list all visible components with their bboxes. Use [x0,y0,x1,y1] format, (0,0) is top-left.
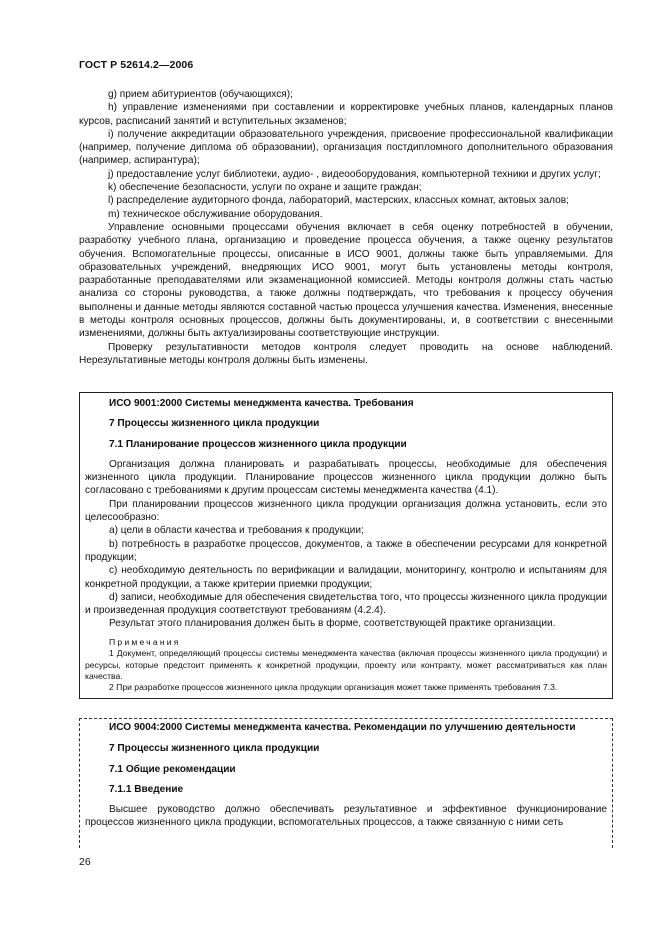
iso9001-paragraph: Результат этого планирования должен быть в форме, соответствующей практике организации. [109,618,556,630]
iso9004-section: 7 Процессы жизненного цикла продукции [109,743,320,755]
iso9001-title: ИСО 9001:2000 Системы менеджмента качества. Требования [109,398,414,409]
main-text [79,88,613,367]
list-item: m) техническое обслуживание оборудования. [108,208,323,220]
list-item: h) управление изменениями при составлении и корректировке учебных планов, календарных планов курсов, расписаний занятий и вступительных экзаменов; [79,102,613,127]
body-paragraph: Управление основными процессами обучения включает в себя оценку потребностей в обучении, разработку учебного плана, организацию и проведение процесса обучения, а также оценку результатов обучения. Вспомогательные процессы, описанные в ИСО 9001, должны также быть управляемыми. Для образовательных учреждений, внедряющих ИСО 9001, могут быть установлены методы контроля, разработанные преподавателями или экзаменационной комиссией. Методы контроля должны стать частью анализа со стороны руководства, а также должны подтверждать, что требования к процессу обучения выполнены и данные методы являются составной частью процесса улучшения качества. Изменения, внесенные в методы контроля основных процессов, должны быть документированы, и, в соответствии с внесенными изменениями, должны быть актуализированы соответствующие инструкции. [79,221,613,340]
iso9001-list-item: b) потребность в разработке процессов, документов, а также в обеспечении ресурсами для конкретной продукции; [85,538,607,563]
iso9001-section: 7 Процессы жизненного цикла продукции [109,418,320,430]
iso9004-subsubsection: 7.1.1 Введение [109,783,184,795]
iso9001-list-item: d) записи, необходимые для обеспечения свидетельства того, что процессы жизненного цикла продукции и произведенная продукция соответствуют требованиям (4.2.4). [85,591,607,617]
iso9004-paragraph: Высшее руководство должно обеспечивать результативное и эффективное функционирование процессов жизненного цикла продукции, вспомогательных процессов, а также связанную с ними сеть [85,804,607,829]
note-item: 2 При разработке процессов жизненного цикла продукции организация может также применять требования 7.3. [109,682,558,693]
iso9001-list-item: c) необходимую деятельность по верификации и валидации, мониторингу, контролю и испытаниям для конкретной продукции, а также критерии приемки продукции; [85,565,607,590]
iso9001-subsection: 7.1 Планирование процессов жизненного цикла продукции [109,438,407,450]
page-number: 26 [79,856,91,868]
iso9001-list-item: a) цели в области качества и требования к продукции; [109,525,364,537]
body-paragraph: Проверку результативности методов контроля следует проводить на основе наблюдений. Нерезультативные методы контроля должны быть изменены. [79,341,613,366]
list-item: i) получение аккредитации образовательного учреждения, присвоение профессиональной квалификации (например, получение диплома об образовании), организация постдипломного дополнительного образования (например, аспирантура); [79,128,613,167]
note-item: 1 Документ, определяющий процессы системы менеджмента качества (включая процессы жизненного цикла продукции) и ресурсы, которые предстоит применять к конкретной продукции, проекту или контракту, может рассматриваться как план качества. [85,648,607,681]
list-item: l) распределение аудиторного фонда, лабораторий, мастерских, классных комнат, актовых залов; [108,195,569,207]
list-item: j) предоставление услуг библиотеки, аудио- , видеооборудования, компьютерной техники и других услуг; [108,168,601,180]
iso9001-paragraph: Организация должна планировать и разрабатывать процессы, необходимые для обеспечения жизненного цикла продукции. Планирование процессов жизненного цикла продукции должно быть согласовано с требованиями к другим процессам системы менеджмента качества (4.1). [85,458,607,497]
iso9001-notes [85,637,607,694]
iso9001-excerpt-box [79,392,613,699]
iso9004-title: ИСО 9004:2000 Системы менеджмента качества. Рекомендации по улучшению деятельности [109,722,576,733]
list-item: k) обеспечение безопасности, услуги по охране и защите граждан; [108,182,422,194]
iso9004-excerpt-box [79,718,613,848]
list-item: g) прием абитуриентов (обучающихся); [108,89,293,100]
notes-title: Примечания [109,636,181,647]
iso9001-paragraph: При планировании процессов жизненного цикла продукции организация должна установить, если это целесообразно: [85,498,607,524]
standard-header: ГОСТ Р 52614.2—2006 [79,59,194,71]
iso9004-subsection: 7.1 Общие рекомендации [109,763,236,775]
